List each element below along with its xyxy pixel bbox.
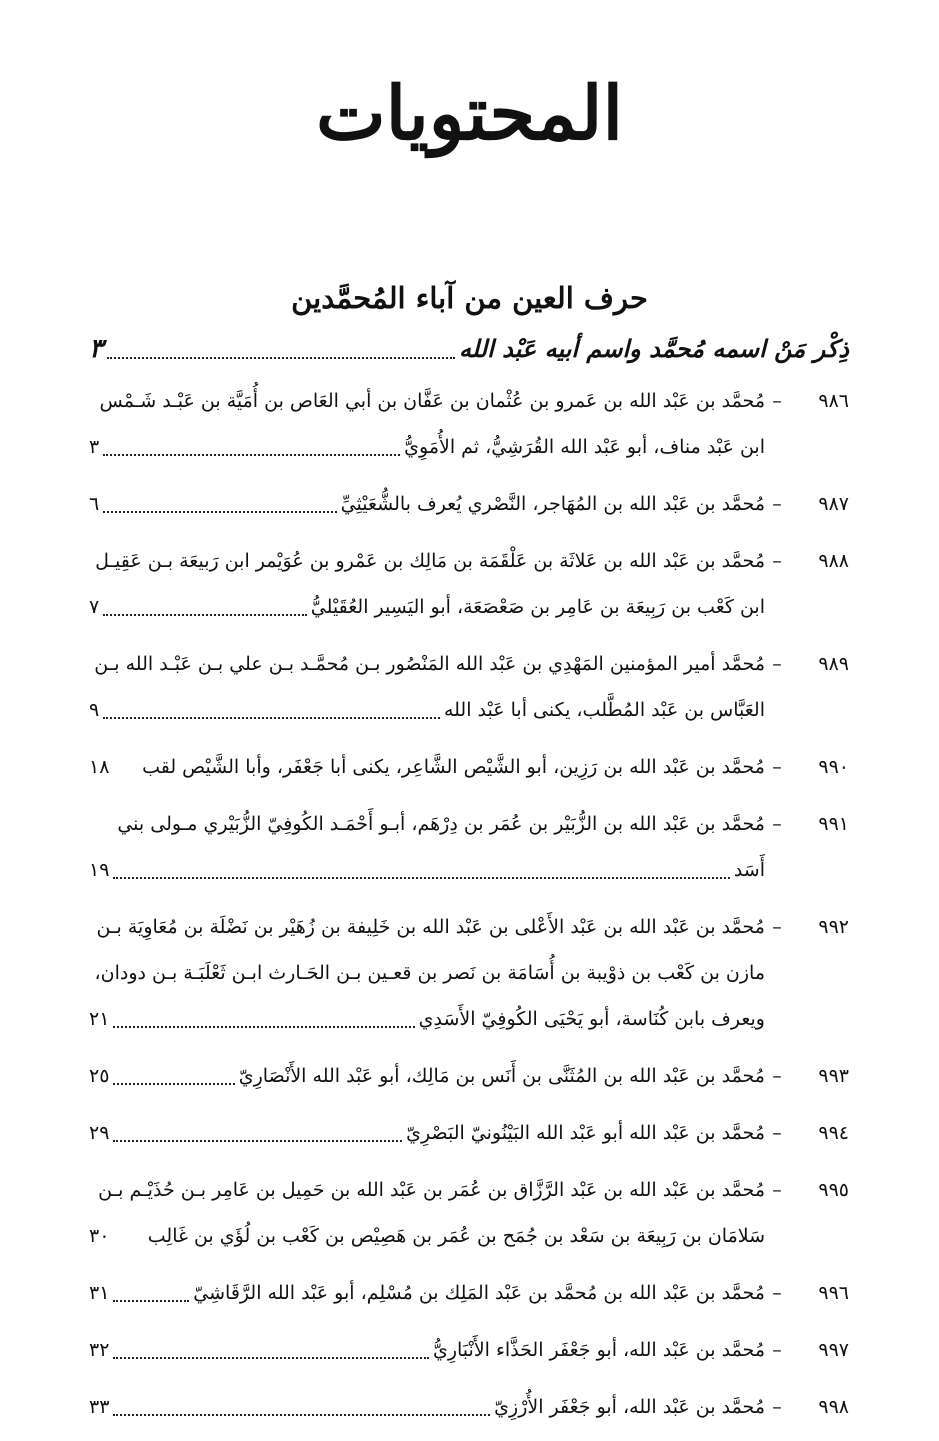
toc-entry	[89, 1167, 849, 1259]
entry-body	[89, 801, 765, 893]
entry-page-number: ٦	[89, 493, 100, 515]
toc-entry	[89, 801, 849, 893]
entry-page-number: ٣٢	[89, 1339, 110, 1361]
entry-text: مُحمَّد بن عَبْد الله، أبو جَعْفَر الأُرْزِيّ	[494, 1396, 765, 1418]
entry-body	[89, 1053, 765, 1099]
entry-number: ٩٩٤	[818, 1122, 849, 1144]
entry-text: مُحمَّد بن عَبْد الله بن مُحمَّد بن عَبْد المَلِك بن مُسْلِم، أبو عَبْد الله الرَّقَاشِيّ	[193, 1282, 765, 1304]
entry-dash: –	[772, 550, 782, 572]
subsection-page-number: ٣	[89, 334, 103, 364]
dot-leader	[113, 1414, 490, 1416]
entry-body	[89, 1167, 765, 1259]
subsection-label: ذِكْر مَنْ اسمه مُحمَّد واسم أبيه عَبْد الله	[458, 334, 849, 363]
entry-number: ٩٩٨	[818, 1396, 849, 1418]
entry-page-number: ٢٥	[89, 1065, 110, 1087]
entry-page-number: ٩	[89, 699, 100, 721]
dot-leader	[113, 1140, 402, 1142]
entry-body	[89, 538, 765, 630]
entry-line	[89, 996, 765, 1042]
entry-number: ٩٨٧	[818, 493, 849, 515]
toc-entries	[89, 378, 849, 1441]
entry-text: ابن كَعْب بن رَبِيعَة بن عَامِر بن صَعْصَعَة، أبو اليَسِير العُقَيْليُّ	[310, 596, 765, 618]
entry-body	[89, 378, 765, 470]
toc-entry	[89, 1384, 849, 1430]
entry-page-number: ٣٣	[89, 1396, 110, 1418]
entry-line	[89, 744, 765, 790]
entry-line	[89, 584, 765, 630]
entry-dash: –	[772, 813, 782, 835]
entry-text: مُحمَّد بن عَبْد الله بن المُهَاجر، النَّصْري يُعرف بالشُّعَيْثِيِّ	[340, 493, 765, 515]
toc-entry	[89, 1327, 849, 1373]
entry-line	[89, 1110, 765, 1156]
entry-line	[89, 1270, 765, 1316]
subsection-heading	[89, 333, 849, 367]
entry-text: مُحمَّد بن عَبْد الله بن رَزِين، أبو الشَّيْص الشَّاعِر، يكنى أبا جَعْفَر، وأبا الشَّيْص لقب	[142, 756, 765, 778]
dot-leader	[113, 1026, 414, 1028]
entry-dash: –	[772, 1122, 782, 1144]
entry-number: ٩٨٩	[818, 653, 849, 675]
entry-dash: –	[772, 1282, 782, 1304]
section-title: حرف العين من آباء المُحمَّدين	[291, 281, 648, 315]
entry-number: ٩٩٢	[818, 916, 849, 938]
entry-line	[89, 1384, 765, 1430]
toc-entry	[89, 641, 849, 733]
entry-line: مازن بن كَعْب بن ذوْيبة بن أُسَامَة بن نَصر بن قعـين بـن الحَـارث ابـن ثَعْلَبَـة بـن دودان،	[94, 962, 765, 984]
page-title: المحتويات	[315, 71, 624, 157]
dot-leader	[113, 1083, 234, 1085]
entry-line: مُحمَّد بن عَبْد الله بن عَلاثَة بن عَلْقَمَة بن مَالِك بن عَمْرو بن عُوَيْمر ابن رَبيعَة بـن عَقِيـل	[95, 550, 765, 572]
entry-line: مُحمَّد بن عَبْد الله بن الزُّبَيْر بن عُمَر بن دِرْهَم، أبـو أَحْمَـد الكُوفِيّ الزُّبَيْري مـولى بني	[117, 813, 765, 835]
entry-page-number: ٢١	[89, 1008, 110, 1030]
dot-leader	[107, 357, 455, 359]
entry-dash: –	[772, 1065, 782, 1087]
entry-text: مُحمَّد بن عَبْد الله، أبو جَعْفَر الحَذَّاء الأَنْبَارِيُّ	[432, 1339, 765, 1361]
entry-line: مُحمَّد بن عَبْد الله بن عَبْد الرَّزَّاق بن عُمَر بن عَبْد الله بن حَمِيل بن عَامِر بـن حُذَيْـم بـن	[98, 1179, 765, 1201]
entry-line	[89, 687, 765, 733]
toc-entry	[89, 1270, 849, 1316]
dot-leader	[113, 877, 729, 879]
entry-line	[89, 481, 765, 527]
entry-dash: –	[772, 493, 782, 515]
entry-dash: –	[772, 653, 782, 675]
entry-dash: –	[772, 1339, 782, 1361]
entry-number: ٩٩٠	[818, 756, 849, 778]
entry-line: مُحمَّد بن عَبْد الله بن عَبْد الأَعْلى بن عَبْد الله بن خَلِيفة بن زُهَيْر بن نَضْلَة بن مُعَاوِيَة بـن	[96, 916, 765, 938]
entry-page-number: ٣١	[89, 1282, 110, 1304]
entry-text: أَسَد	[733, 859, 765, 881]
toc-entry	[89, 744, 849, 790]
entry-line: مُحمَّد بن عَبْد الله بن عَمرو بن عُثْمان بن عَفَّان بن أبي العَاص بن أُمَيَّة بن عَبْـد شَـمْس	[99, 390, 765, 412]
toc-entry	[89, 1110, 849, 1156]
entry-body	[89, 1384, 765, 1430]
entry-number: ٩٨٨	[818, 550, 849, 572]
dot-leader	[103, 454, 400, 456]
entry-body	[89, 1270, 765, 1316]
entry-page-number: ٢٩	[89, 1122, 110, 1144]
entry-number: ٩٩٦	[818, 1282, 849, 1304]
entry-line	[89, 1327, 765, 1373]
entry-number: ٩٩٥	[818, 1179, 849, 1201]
entry-dash: –	[772, 1179, 782, 1201]
toc-entry	[89, 481, 849, 527]
entry-line: مُحمَّد أمير المؤمنين المَهْدِي بن عَبْد الله المَنْصُور بـن مُحمَّـد بـن علي بـن عَبْـد الله بـن	[94, 653, 765, 675]
entry-page-number: ١٨	[89, 756, 110, 778]
toc-entry	[89, 538, 849, 630]
dot-leader	[103, 717, 440, 719]
entry-line	[89, 847, 765, 893]
entry-text: العَبَّاس بن عَبْد المُطَّلب، يكنى أبا عَبْد الله	[443, 699, 765, 721]
entry-text: مُحمَّد بن عَبْد الله بن المُثَنَّى بن أَنَس بن مَالِك، أبو عَبْد الله الأَنْصَارِيّ	[238, 1065, 765, 1087]
dot-leader	[103, 614, 307, 616]
entry-text: ويعرف بابن كُنَاسة، أبو يَحْيَى الكُوفِيّ الأَسَدِي	[418, 1008, 765, 1030]
entry-number: ٩٩٧	[818, 1339, 849, 1361]
entry-body	[89, 744, 765, 790]
entry-body	[89, 481, 765, 527]
toc-entry	[89, 1053, 849, 1099]
entry-line	[89, 424, 765, 470]
entry-text: سَلامَان بن رَبِيعَة بن سَعْد بن جُمَح بن عُمَر بن هَصِيْص بن كَعْب بن لُؤَي بن غَالِب	[147, 1225, 765, 1247]
entry-page-number: ٣	[89, 436, 100, 458]
toc-entry	[89, 378, 849, 470]
entry-text: ابن عَبْد مناف، أبو عَبْد الله القُرَشِيُّ، ثم الأُمَوِيُّ	[404, 436, 765, 458]
entry-dash: –	[772, 1396, 782, 1418]
entry-page-number: ٧	[89, 596, 100, 618]
entry-body	[89, 1327, 765, 1373]
entry-line	[89, 1213, 765, 1259]
entry-dash: –	[772, 390, 782, 412]
entry-number: ٩٩٣	[818, 1065, 849, 1087]
entry-text: مُحمَّد بن عَبْد الله أبو عَبْد الله البَيْنُونيّ البَصْرِيّ	[406, 1122, 765, 1144]
entry-number: ٩٨٦	[818, 390, 849, 412]
entry-page-number: ١٩	[89, 859, 110, 881]
dot-leader	[103, 511, 336, 513]
entry-body	[89, 641, 765, 733]
entry-dash: –	[772, 756, 782, 778]
entry-body	[89, 904, 765, 1042]
entry-number: ٩٩١	[818, 813, 849, 835]
toc-entry	[89, 904, 849, 1042]
entry-page-number: ٣٠	[89, 1225, 110, 1247]
dot-leader	[113, 1300, 189, 1302]
entry-dash: –	[772, 916, 782, 938]
entry-body	[89, 1110, 765, 1156]
dot-leader	[113, 1357, 429, 1359]
entry-line	[89, 1053, 765, 1099]
